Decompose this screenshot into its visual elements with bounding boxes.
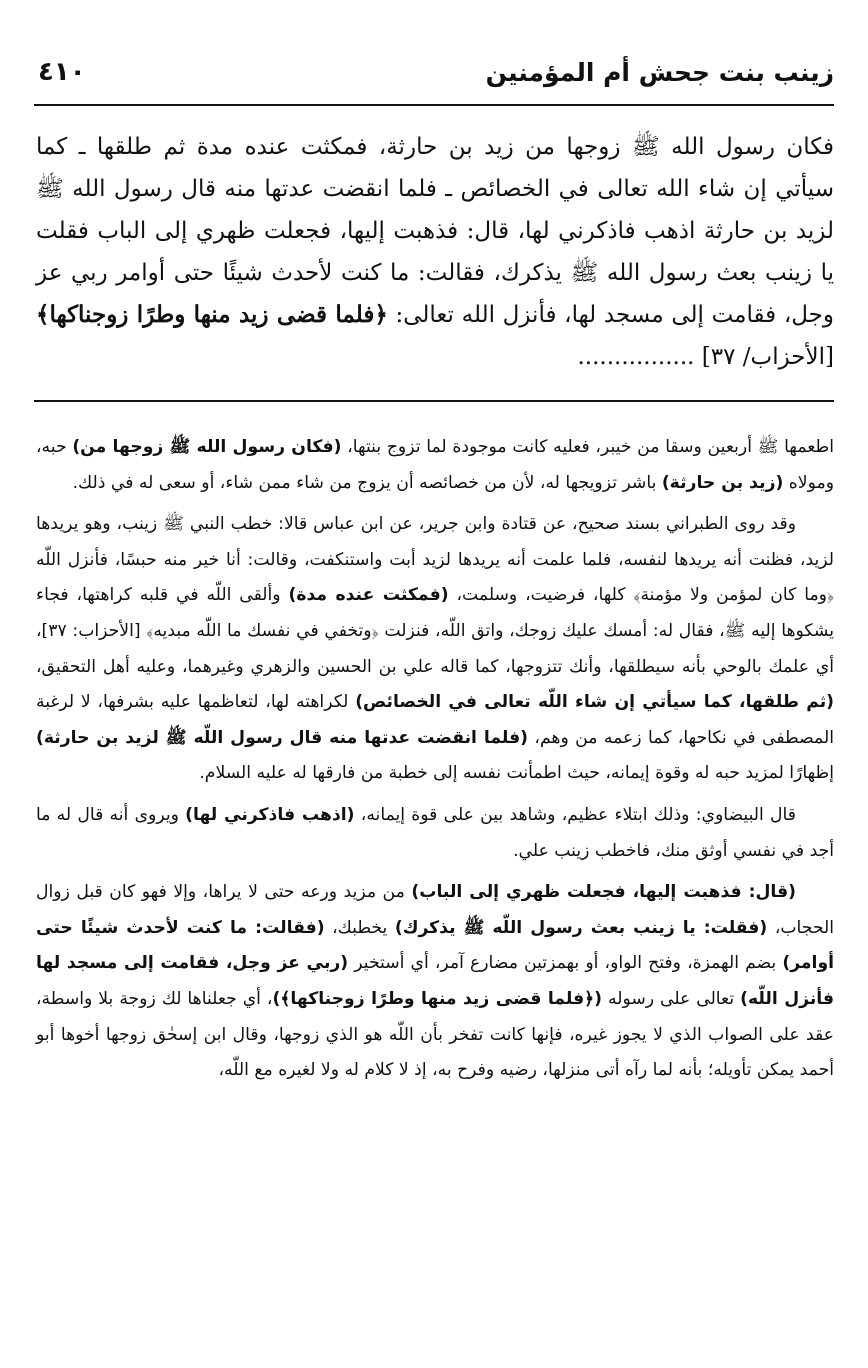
commentary-quote: (ثم طلقها، كما سيأتي إن شاء اللّه تعالى في الخصائص) <box>355 692 835 713</box>
main-paragraph <box>36 126 834 378</box>
commentary-quote: (فلما انقضت عدتها منه قال رسول اللّه ﷺ لزيد بن حارثة) <box>36 727 528 748</box>
commentary-quote: (زيد بن حارثة) <box>661 472 784 493</box>
verse-reference: [الأحزاب/ ٣٧] <box>701 344 834 370</box>
commentary-text: من مزيد ورعه حتى لا يراها، وإلا فهو كان قبل زوال الحجاب، <box>36 882 834 938</box>
commentary-quote: (اذهب فاذكرني لها) <box>185 804 355 825</box>
page-header <box>38 52 834 92</box>
commentary-text: وألقى اللّه في قلبه كراهتها، فجاء يشكوها إليه ﷺ، فقال له: أمسك عليك زوجك، واتق اللّه، فنزلت ﴿وتخفي في نفسك ما اللّه مبديه﴾ [الأحزاب: ٣٧]، أي علمك بالوحي بأنه سيطلقها، وأنك تتزوجها، كما قاله علي بن الحسين والزهري وغيرهما، وعليه أهل التحقيق، <box>36 585 834 677</box>
main-text-body: فكان رسول الله ﷺ زوجها من زيد بن حارثة، فمكثت عنده مدة ثم طلقها ـ كما سيأتي إن شاء الله تعالى في الخصائص ـ فلما انقضت عدتها منه قال رسول الله ﷺ لزيد بن حارثة اذهب فاذكرني لها، قال: فذهبت إليها، فجعلت ظهري إلى الباب فقلت يا زينب بعث رسول الله ﷺ يذكرك، فقالت: ما كنت لأحدث شيئًا حتى أوامر ربي عز وجل، فقامت إلى مسجد لها، فأنزل الله تعالى: <box>36 134 834 328</box>
commentary-text: يخطبك، <box>332 917 388 938</box>
commentary-paragraph <box>36 798 834 869</box>
separator-rule <box>34 400 834 402</box>
commentary-quote: (قال: فذهبت إليها، فجعلت ظهري إلى الباب) <box>411 882 796 903</box>
commentary-quote: (فقلت: يا زينب بعث رسول اللّه ﷺ يذكرك) <box>394 917 768 938</box>
ellipsis-dots: ................ <box>577 344 695 370</box>
running-title: زينب بنت جحش أم المؤمنين <box>485 57 834 87</box>
commentary-section <box>36 430 834 1095</box>
header-rule <box>34 104 834 106</box>
commentary-text: ويروى أنه قال له ما أجد في نفسي أوثق منك، فاخطب زينب علي. <box>36 804 834 861</box>
page-number: ٤١٠ <box>38 57 86 87</box>
commentary-text: اطعمها ﷺ أربعين وسقا من خيبر، فعليه كانت موجودة لما تزوج بنتها، <box>347 437 835 457</box>
commentary-quote: (فقالت: ما كنت لأحدث شيئًا حتى أوامر) <box>36 917 835 974</box>
commentary-text: بضم الهمزة، وفتح الواو، أو بهمزتين مضارع آمر، أي أستخير <box>354 953 777 974</box>
commentary-text: قال البيضاوي: وذلك ابتلاء عظيم، وشاهد بين على قوة إيمانه، <box>360 804 796 825</box>
main-text <box>36 126 834 378</box>
commentary-paragraph <box>36 875 834 1089</box>
commentary-text: إظهارًا لمزيد حبه له وقوة إيمانه، حيث اطمأنت نفسه إلى خطبة من فارقها له عليه السلام. <box>199 763 834 784</box>
commentary-paragraph <box>36 430 834 501</box>
commentary-text: ، أي جعلناها لك زوجة بلا واسطة، عقد على الصواب الذي لا يجوز غيره، فإنها كانت تفخر بأن اللّه هو الذي زوجها، وقال ابن إسحٰق زوجها أخوها أبو أحمد يمكن تأويله؛ بأنه لما رآه أتى منزلها، رضيه وفرح به، إذ لا كلام له ولا لغيره مع اللّه، <box>36 988 834 1081</box>
commentary-quote: (ربي عز وجل، فقامت إلى مسجد لها فأنزل اللّه) <box>36 953 835 1009</box>
commentary-quote: (فمكثت عنده مدة) <box>288 585 449 606</box>
quran-verse: ﴿فلما قضى زيد منها وطرًا زوجناكها﴾ <box>36 301 388 328</box>
commentary-quote: (فكان رسول الله ﷺ زوجها من) <box>72 437 342 457</box>
commentary-paragraph <box>36 507 834 792</box>
commentary-text: لكراهته لها، لتعاظمها عليه بشرفها، لا لرغبة المصطفى في نكاحها، كما زعمه من وهم، <box>36 692 835 748</box>
commentary-text: وقد روى الطبراني بسند صحيح، عن قتادة وابن جرير، عن ابن عباس قالا: خطب النبي ﷺ زينب، وهو يريدها لزيد، فظنت أنه يريدها لنفسه، فلما علمت أنه يريدها لزيد أبت واستنكفت، وقالت: أنا خير منه حبسًا، فأنزل اللّه ﴿وما كان لمؤمن ولا مؤمنة﴾ كلها، فرضيت، وسلمت، <box>36 514 835 606</box>
commentary-text: حبه، ومولاه <box>36 437 834 493</box>
commentary-quote: (﴿فلما قضى زيد منها وطرًا زوجناكها﴾) <box>272 988 603 1009</box>
commentary-text: تعالى على رسوله <box>608 988 735 1009</box>
commentary-text: باشر تزويجها له، لأن من خصائصه أن يزوج من شاء ممن شاء، أو سعى له في ذلك. <box>72 472 657 493</box>
